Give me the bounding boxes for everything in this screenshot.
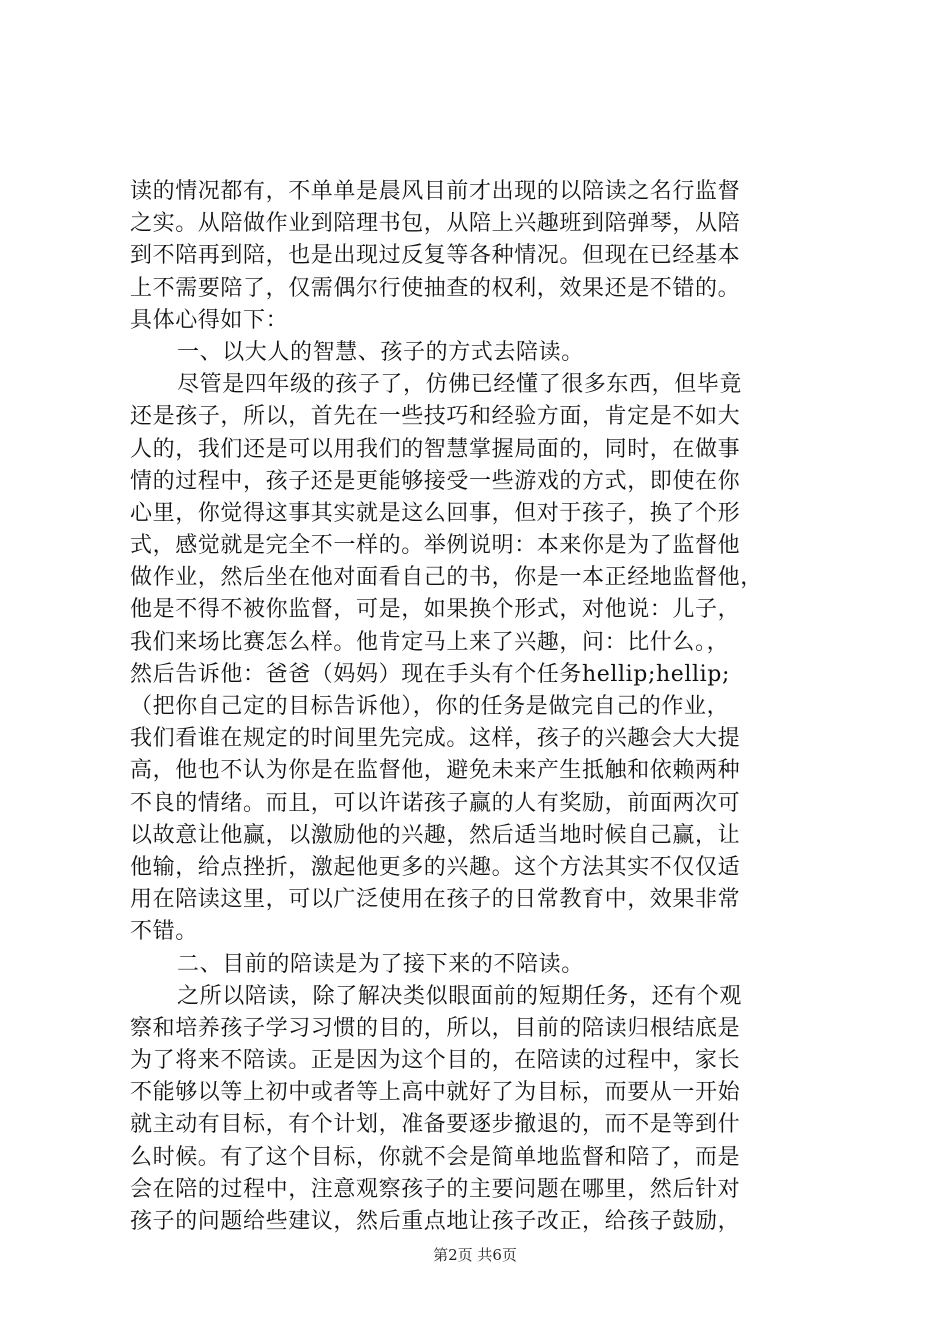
text-line: 他是不得不被你监督，可是，如果换个形式，对他说：儿子， bbox=[130, 597, 741, 623]
text-line: 具体心得如下： bbox=[130, 307, 289, 333]
text-line: 做作业，然后坐在他对面看自己的书，你是一本正经地监督他， bbox=[130, 565, 763, 591]
text-line: 之实。从陪做作业到陪理书包，从陪上兴趣班到陪弹琴，从陪 bbox=[130, 211, 741, 237]
text-line: 读的情况都有，不单单是晨风目前才出现的以陪读之名行监督 bbox=[130, 179, 741, 204]
text-line: 人的，我们还是可以用我们的智慧掌握局面的，同时，在做事 bbox=[130, 436, 741, 462]
text-line: 然后告诉他：爸爸（妈妈）现在手头有个任务hellip;hellip; bbox=[130, 661, 730, 687]
text-line: 为了将来不陪读。正是因为这个目的，在陪读的过程中，家长 bbox=[130, 1048, 741, 1074]
text-line: 高，他也不认为你是在监督他，避免未来产生抵触和依赖两种 bbox=[130, 758, 741, 784]
text-line: 会在陪的过程中，注意观察孩子的主要问题在哪里，然后针对 bbox=[130, 1176, 741, 1202]
text-line: 式，感觉就是完全不一样的。举例说明：本来你是为了监督他 bbox=[130, 533, 741, 559]
text-line: 我们看谁在规定的时间里先完成。这样，孩子的兴趣会大大提 bbox=[130, 726, 741, 752]
text-line: 情的过程中，孩子还是更能够接受一些游戏的方式，即使在你 bbox=[130, 468, 741, 494]
text-line: 不能够以等上初中或者等上高中就好了为目标，而要从一开始 bbox=[130, 1080, 741, 1106]
text-line: 不良的情绪。而且，可以许诺孩子赢的人有奖励，前面两次可 bbox=[130, 790, 741, 816]
text-line: 以故意让他赢，以激励他的兴趣，然后适当地时候自己赢，让 bbox=[130, 822, 741, 848]
text-line: 到不陪再到陪，也是出现过反复等各种情况。但现在已经基本 bbox=[130, 243, 741, 269]
paragraph-start: 之所以陪读，除了解决类似眼面前的短期任务，还有个观 bbox=[177, 983, 743, 1009]
text-line: 不错。 bbox=[130, 919, 198, 945]
text-line: 孩子的问题给些建议，然后重点地让孩子改正，给孩子鼓励， bbox=[130, 1209, 741, 1234]
text-line: （把你自己定的目标告诉他），你的任务是做完自己的作业， bbox=[130, 694, 730, 719]
text-line: 么时候。有了这个目标，你就不会是简单地监督和陪了，而是 bbox=[130, 1144, 741, 1170]
section-heading-2: 二、目前的陪读是为了接下来的不陪读。 bbox=[177, 951, 584, 977]
body-text bbox=[130, 176, 830, 1238]
page-number-footer: 第2页 共6页 bbox=[433, 1246, 517, 1264]
text-line: 察和培养孩子学习习惯的目的，所以，目前的陪读归根结底是 bbox=[130, 1015, 741, 1041]
text-line: 就主动有目标，有个计划，准备要逐步撤退的，而不是等到什 bbox=[130, 1112, 741, 1138]
text-line: 上不需要陪了，仅需偶尔行使抽查的权利，效果还是不错的。 bbox=[130, 275, 741, 301]
text-line: 我们来场比赛怎么样。他肯定马上来了兴趣，问：比什么。， bbox=[130, 629, 730, 655]
text-line: 他输，给点挫折，激起他更多的兴趣。这个方法其实不仅仅适 bbox=[130, 854, 741, 880]
text-line: 用在陪读这里，可以广泛使用在孩子的日常教育中，效果非常 bbox=[130, 887, 741, 913]
text-line: 心里，你觉得这事其实就是这么回事，但对于孩子，换了个形 bbox=[130, 500, 741, 526]
section-heading-1: 一、以大人的智慧、孩子的方式去陪读。 bbox=[177, 339, 584, 365]
paragraph-start: 尽管是四年级的孩子了，仿佛已经懂了很多东西，但毕竟 bbox=[177, 372, 743, 398]
text-line: 还是孩子，所以，首先在一些技巧和经验方面，肯定是不如大 bbox=[130, 404, 741, 430]
